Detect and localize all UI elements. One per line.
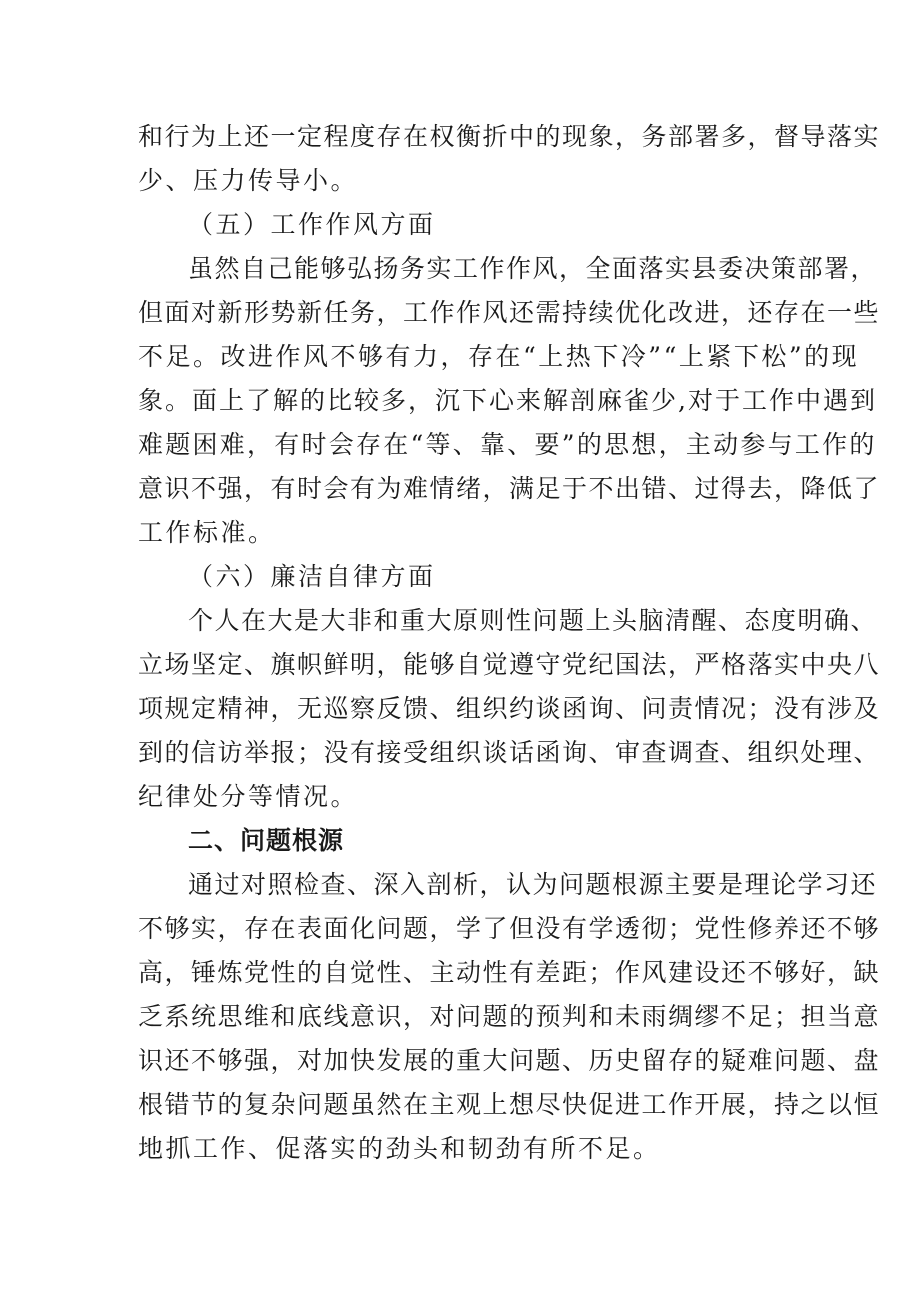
body-text-line: 高，锤炼党性的自觉性、主动性有差距；作风建设还不够好，缺: [138, 958, 881, 987]
body-text-line: 纪律处分等情况。: [138, 782, 359, 811]
body-text-line: 到的信访举报；没有接受组织谈话函询、审查调查、组织处理、: [138, 738, 881, 767]
body-text-line: 立场坚定、旗帜鲜明，能够自觉遵守党纪国法，严格落实中央八: [138, 650, 881, 679]
body-text-line: 虽然自己能够弘扬务实工作作风，全面落实县委决策部署，: [188, 254, 878, 283]
section-heading-problem-roots: 二、问题根源: [188, 826, 345, 855]
body-text-line: 地抓工作、促落实的劲头和韧劲有所不足。: [138, 1134, 661, 1163]
body-text-line: 难题困难，有时会存在“等、靠、要”的思想，主动参与工作的: [138, 430, 877, 459]
body-text-line: 通过对照检查、深入剖析，认为问题根源主要是理论学习还: [188, 870, 878, 899]
subsection-heading-work-style: （五）工作作风方面: [188, 210, 436, 239]
subsection-heading-integrity: （六）廉洁自律方面: [188, 562, 436, 591]
body-text-line: 不足。改进作风不够有力，存在“上热下冷”“上紧下松”的现: [138, 342, 860, 371]
body-text-line: 项规定精神，无巡察反馈、组织约谈函询、问责情况；没有涉及: [138, 694, 881, 723]
body-text-line: 象。面上了解的比较多，沉下心来解剖麻雀少,对于工作中遇到: [138, 386, 877, 415]
body-text-line: 乏系统思维和底线意识，对问题的预判和未雨绸缪不足；担当意: [138, 1002, 881, 1031]
body-text-line: 不够实，存在表面化问题，学了但没有学透彻；党性修养还不够: [138, 914, 881, 943]
body-text-line: 识还不够强，对加快发展的重大问题、历史留存的疑难问题、盘: [138, 1046, 881, 1075]
body-text-line: 和行为上还一定程度存在权衡折中的现象，务部署多，督导落实: [138, 122, 881, 151]
body-text-line: 少、压力传导小。: [138, 166, 359, 195]
body-text-line: 意识不强，有时会有为难情绪，满足于不出错、过得去，降低了: [138, 474, 881, 503]
body-text-line: 个人在大是大非和重大原则性问题上头脑清醒、态度明确、: [188, 606, 878, 635]
body-text-line: 根错节的复杂问题虽然在主观上想尽快促进工作开展，持之以恒: [138, 1090, 881, 1119]
body-text-line: 但面对新形势新任务，工作作风还需持续优化改进，还存在一些: [138, 298, 881, 327]
body-text-line: 工作标准。: [138, 518, 276, 547]
